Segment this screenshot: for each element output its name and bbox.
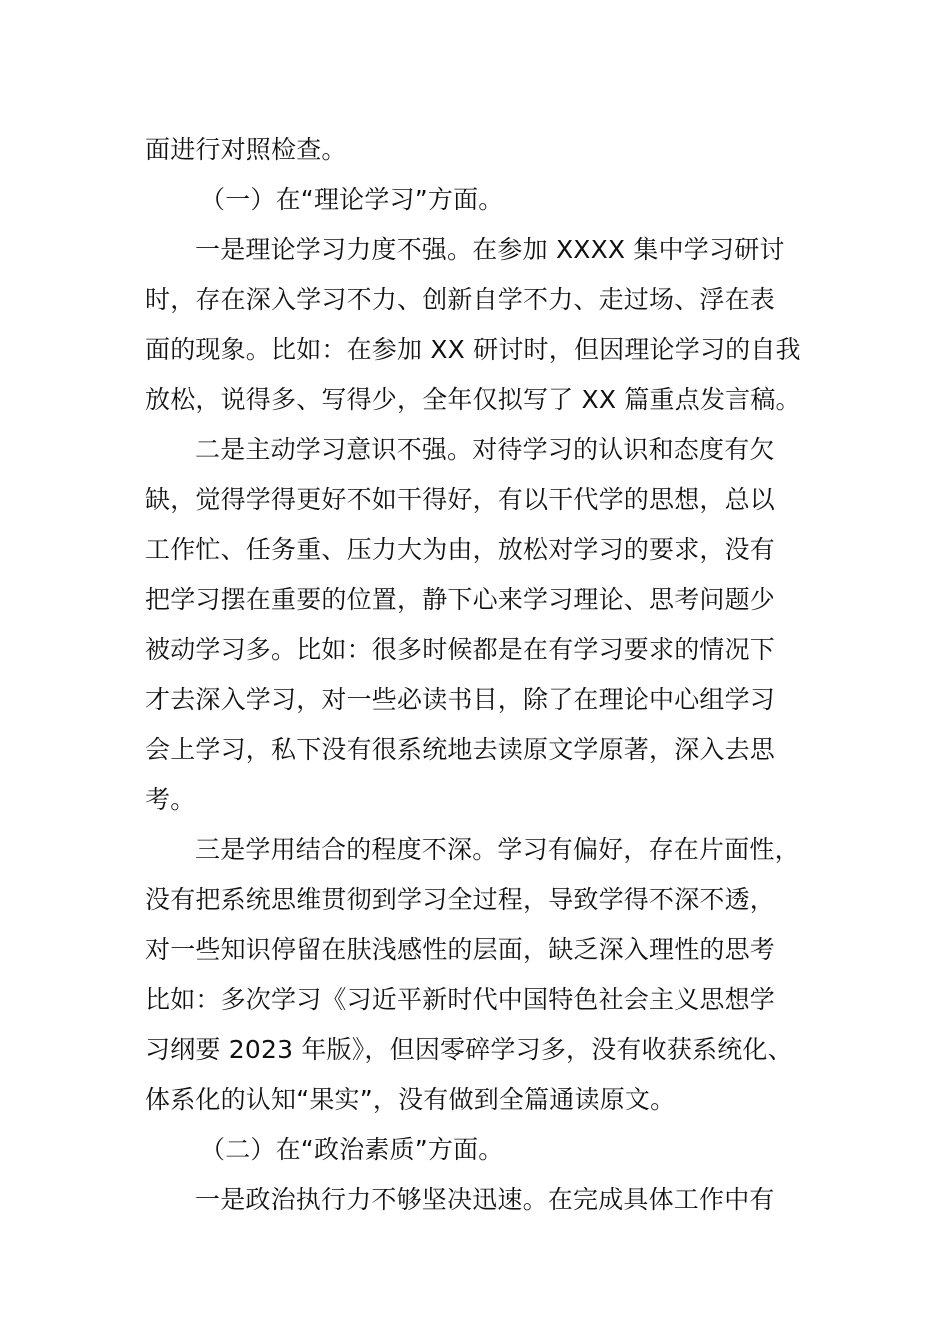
paragraph-line: 一是政治执行力不够坚决迅速。在完成具体工作中有: [195, 1185, 775, 1214]
section-heading-politics: （二）在“政治素质”方面。: [200, 1135, 504, 1164]
paragraph-line: 面的现象。比如：在参加 XX 研讨时，但因理论学习的自我: [145, 335, 801, 364]
paragraph-line: 放松，说得多、写得少，全年仅拟写了 XX 篇重点发言稿。: [145, 385, 801, 414]
paragraph-line: 体系化的认知“果实”，没有做到全篇通读原文。: [145, 1085, 676, 1114]
paragraph-line: 三是学用结合的程度不深。学习有偏好，存在片面性，: [195, 835, 800, 864]
paragraph-line: 比如：多次学习《习近平新时代中国特色社会主义思想学: [145, 985, 776, 1014]
paragraph-line: 时，存在深入学习不力、创新自学不力、走过场、浮在表: [145, 285, 776, 314]
paragraph-line: 面进行对照检查。: [145, 135, 347, 164]
paragraph-line: 对一些知识停留在肤浅感性的层面，缺乏深入理性的思考: [145, 935, 776, 964]
paragraph-line: 工作忙、任务重、压力大为由，放松对学习的要求，没有: [145, 535, 776, 564]
paragraph-line: 会上学习，私下没有很系统地去读原文学原著，深入去思: [145, 735, 776, 764]
paragraph-line: 被动学习多。比如：很多时候都是在有学习要求的情况下: [145, 635, 776, 664]
paragraph-line: 把学习摆在重要的位置，静下心来学习理论、思考问题少: [145, 585, 776, 614]
paragraph-line: 没有把系统思维贯彻到学习全过程，导致学得不深不透，: [145, 885, 776, 914]
paragraph-line: 一是理论学习力度不强。在参加 XXXX 集中学习研讨: [195, 235, 785, 264]
section-heading-theory: （一）在“理论学习”方面。: [200, 185, 504, 214]
paragraph-line: 二是主动学习意识不强。对待学习的认识和态度有欠: [195, 435, 775, 464]
paragraph-line: 考。: [145, 785, 196, 814]
paragraph-line: 习纲要 2023 年版》，但因零碎学习多，没有收获系统化、: [145, 1035, 793, 1064]
paragraph-line: 缺，觉得学得更好不如干得好，有以干代学的思想，总以: [145, 485, 776, 514]
paragraph-line: 才去深入学习，对一些必读书目，除了在理论中心组学习: [145, 685, 776, 714]
